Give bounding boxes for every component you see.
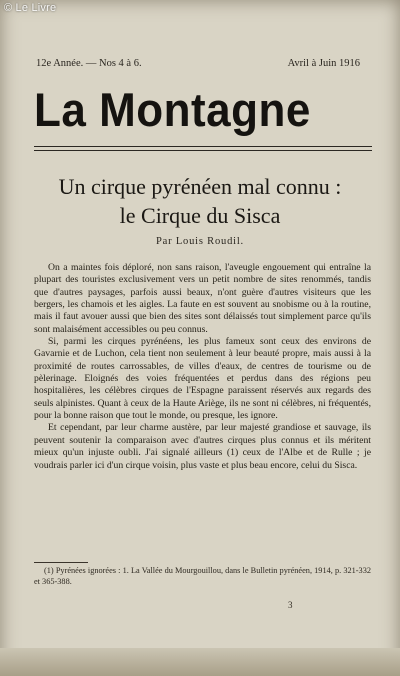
page-bottom-edge [0,648,400,676]
footnote: (1) Pyrénées ignorées : 1. La Vallée du Mourgouillou, dans le Bulletin pyrénéen, 1914, p. 321-332 et 365-388. [34,566,371,586]
article-title-line1: Un cirque pyrénéen mal connu : [58,174,342,199]
paragraph: Si, parmi les cirques pyrénéens, les plus fameux sont ceux des environs de Gavarnie et de Luchon, cela tient non seulement à leur beauté propre, mais aussi à la proximité de routes carrossables, de villes d'eaux, de centres de tourisme ou de pèlerinage. Eloignés des voies fréquentées et perdus dans des régions peu hospitalières, les célèbres cirques de l'Espagne paraissent réservés aux regards des seuls alpinistes. Quant à ceux de la Haute Ariège, ils ne sont ni célèbres, ni fréquentés, pour la bonne raison que tout le monde, ou presque, les ignore. [34,336,371,422]
issue-number: 12e Année. — Nos 4 à 6. [36,58,142,69]
paragraph: Et cependant, par leur charme austère, par leur majesté grandiose et sauvage, ils peuvent soutenir la comparaison avec d'autres cirques plus connus et ils méritent mieux qu'un injuste oubli. J'ai signalé ailleurs (1) ceux de l'Albe et de Rulle ; je voudrais parler ici d'un cirque voisin, plus vaste et plus beau encore, celui du Sisca. [34,422,371,471]
masthead-rule-bottom [34,150,372,151]
paragraph: On a maintes fois déploré, non sans raison, l'aveugle engouement qui entraîne la plupart des touristes exclusivement vers un petit nombre de sites renommés, tandis que d'autres paysages, parfois aussi beaux, n'ont guère d'autres visiteurs que les bergers, les chamois et les aigles. La faute en est souvent au snobisme ou à la routine, mais il faut avouer aussi que bien des sites sont délaissés tout simplement parce qu'ils sont malaisément accessibles ou peu connus. [34,262,371,335]
masthead-title: La Montagne [34,84,311,137]
footnote-divider [34,562,88,563]
article-title-line2: le Cirque du Sisca [119,203,281,228]
masthead-rule-top [34,146,372,147]
article-byline: Par Louis Roudil. [156,236,244,247]
page-number: 3 [288,600,293,610]
issue-info [36,58,360,69]
article-body [34,262,371,472]
watermark: © Le Livre [4,2,57,14]
issue-date: Avril à Juin 1916 [287,58,360,69]
